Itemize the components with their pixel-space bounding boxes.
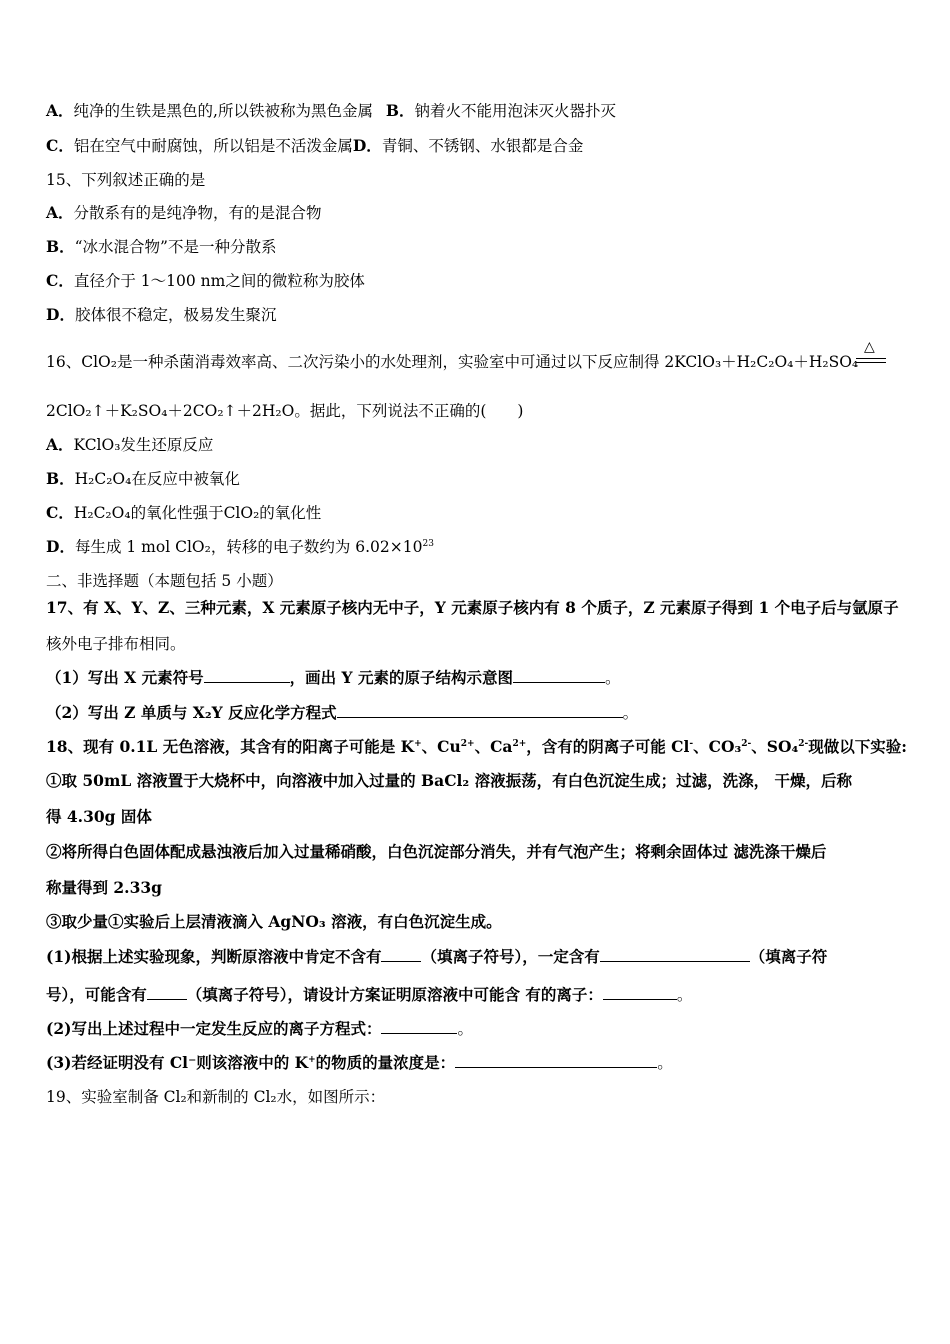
q16-c-text: H₂C₂O₄的氧化性强于ClO₂的氧化性 bbox=[73, 504, 322, 522]
q14-options-cd bbox=[46, 136, 583, 156]
q14-a-text: 纯净的生铁是黑色的,所以铁被称为黑色金属 bbox=[73, 102, 373, 120]
answer-blank-present-ions[interactable] bbox=[600, 947, 750, 962]
q16-b-label: B． bbox=[46, 469, 75, 488]
q16-stem: 16、ClO₂是一种杀菌消毒效率高、二次污染小的水处理剂，实验室中可通过以下反应制得 2KClO₃＋H₂C₂O₄＋H₂SO₄ bbox=[46, 353, 859, 371]
q16-a-label: A． bbox=[46, 435, 74, 454]
q14-a-label: A． bbox=[46, 101, 74, 120]
q18-so4-charge: 2- bbox=[798, 738, 809, 749]
q16-option-c bbox=[46, 503, 321, 523]
q18-p3-text-c: 。 bbox=[657, 1054, 673, 1072]
q15-option-d bbox=[46, 305, 276, 325]
q18-step1-cont: 得 4.30g 固体 bbox=[46, 807, 152, 826]
q18-ca-charge: 2+ bbox=[512, 738, 527, 749]
q17-p2-text-b: 。 bbox=[622, 704, 639, 722]
q16-d-exponent: 23 bbox=[422, 538, 434, 549]
q16-c-label: C． bbox=[46, 503, 74, 522]
q18-so4: 、SO₄ bbox=[751, 737, 799, 756]
q18-part1-cont bbox=[46, 985, 692, 1005]
q18-stem-a: 18、现有 0.1L 无色溶液，其含有的阳离子可能是 K bbox=[46, 737, 415, 756]
q16-option-a bbox=[46, 435, 213, 455]
q18-cu: 、Cu bbox=[421, 737, 461, 756]
answer-blank-possible-ions[interactable] bbox=[147, 985, 187, 1000]
heat-triangle-icon: △ bbox=[864, 339, 875, 355]
q15-option-c bbox=[46, 271, 365, 291]
q18-co3: 、CO₃ bbox=[693, 737, 742, 756]
q17-part1 bbox=[46, 668, 620, 688]
q18-p1-text-d: 号），可能含有 bbox=[46, 985, 147, 1004]
q18-p1-text-f: 。 bbox=[676, 986, 693, 1004]
q18-stem bbox=[46, 737, 907, 757]
q15-b-text: “冰水混合物”不是一种分散系 bbox=[74, 238, 277, 256]
q17-stem-cont: 核外电子排布相同。 bbox=[46, 635, 186, 653]
q15-d-text: 胶体很不稳定，极易发生聚沉 bbox=[74, 306, 277, 324]
q18-p3-k-charge: + bbox=[308, 1054, 316, 1065]
q18-k-charge: + bbox=[414, 738, 422, 749]
q14-b-label: B． bbox=[385, 101, 415, 120]
q18-ca: 、Ca bbox=[474, 737, 513, 756]
q18-p1-text-c: （填离子符 bbox=[749, 947, 828, 966]
q18-p1-text-e: （填离子符号），请设计方案证明原溶液中可能含 有的离子： bbox=[186, 985, 603, 1004]
q18-stem-c: 现做以下实验: bbox=[808, 737, 908, 756]
q16-b-text: H₂C₂O₄在反应中被氧化 bbox=[74, 470, 240, 488]
q14-d-text: 青铜、不锈钢、水银都是合金 bbox=[381, 137, 584, 155]
q16-stem-cont: 2ClO₂↑＋K₂SO₄＋2CO₂↑＋2H₂O。据此，下列说法不正确的( ) bbox=[46, 402, 524, 420]
q18-part1 bbox=[46, 947, 827, 967]
q18-step2-cont: 称量得到 2.33g bbox=[46, 878, 162, 897]
equals-line-bottom bbox=[856, 362, 886, 363]
q15-stem: 15、下列叙述正确的是 bbox=[46, 171, 206, 189]
q16-option-d bbox=[46, 537, 434, 557]
q18-step2: ②将所得白色固体配成悬浊液后加入过量稀硝酸，白色沉淀部分消失，并有气泡产生；将剩余固体过 滤洗涤干燥后 bbox=[46, 842, 827, 861]
answer-blank-concentration[interactable] bbox=[455, 1053, 657, 1068]
reaction-condition-heat bbox=[856, 340, 886, 370]
q18-stem-b: ，含有的阴离子可能 Cl bbox=[526, 737, 690, 756]
answer-blank-x-symbol[interactable] bbox=[204, 668, 290, 683]
q18-part2 bbox=[46, 1019, 473, 1039]
q14-c-label: C． bbox=[46, 136, 74, 155]
q17-p1-text-b: ，画出 Y 元素的原子结构示意图 bbox=[289, 668, 513, 687]
answer-blank-y-diagram[interactable] bbox=[513, 668, 605, 683]
section-heading: 二、非选择题（本题包括 5 小题） bbox=[46, 572, 283, 590]
q14-c-text: 铝在空气中耐腐蚀，所以铝是不活泼金属 bbox=[73, 137, 353, 155]
q14-b-text: 钠着火不能用泡沫灭火器扑灭 bbox=[414, 102, 617, 120]
q18-p1-text-b: （填离子符号），一定含有 bbox=[421, 947, 600, 966]
answer-blank-proof-method[interactable] bbox=[603, 985, 677, 1000]
q18-p2-text-a: (2)写出上述过程中一定发生反应的离子方程式： bbox=[46, 1019, 382, 1038]
q18-cu-charge: 2+ bbox=[460, 738, 475, 749]
q17-part2 bbox=[46, 703, 638, 723]
q18-step3: ③取少量①实验后上层清液滴入 AgNO₃ 溶液，有白色沉淀生成。 bbox=[46, 912, 502, 931]
q18-step1: ①取 50mL 溶液置于大烧杯中，向溶液中加入过量的 BaCl₂ 溶液振荡，有白色沉淀生成；过滤，洗涤， 干燥，后称 bbox=[46, 771, 853, 790]
q15-c-text: 直径介于 1～100 nm之间的微粒称为胶体 bbox=[73, 272, 365, 290]
q14-options-ab bbox=[46, 101, 616, 121]
equals-line-top bbox=[856, 358, 886, 359]
q15-d-label: D． bbox=[46, 305, 75, 324]
q16-a-text: KClO₃发生还原反应 bbox=[73, 436, 214, 454]
q18-co3-charge: 2- bbox=[741, 738, 752, 749]
q18-p3-text-a: (3)若经证明没有 Cl⁻则该溶液中的 K bbox=[46, 1053, 309, 1072]
q15-option-a bbox=[46, 203, 322, 223]
q17-p2-text-a: （2）写出 Z 单质与 X₂Y 反应化学方程式 bbox=[46, 703, 337, 722]
answer-blank-ionic-equation[interactable] bbox=[381, 1019, 457, 1034]
q15-b-label: B． bbox=[46, 237, 75, 256]
answer-blank-equation[interactable] bbox=[337, 703, 623, 718]
q14-d-label: D． bbox=[352, 136, 382, 155]
q18-p1-text-a: (1)根据上述实验现象，判断原溶液中肯定不含有 bbox=[46, 947, 382, 966]
q18-part3 bbox=[46, 1053, 673, 1073]
q16-d-label: D． bbox=[46, 537, 75, 556]
q17-p1-text-a: （1）写出 X 元素符号 bbox=[46, 668, 204, 687]
q17-p1-text-c: 。 bbox=[604, 669, 621, 687]
q15-a-label: A． bbox=[46, 203, 74, 222]
q17-stem: 17、有 X、Y、Z、三种元素，X 元素原子核内无中子，Y 元素原子核内有 8 个质子，Z 元素原子得到 1 个电子后与氩原子 bbox=[46, 598, 899, 617]
answer-blank-absent-ions[interactable] bbox=[381, 947, 421, 962]
q16-option-b bbox=[46, 469, 240, 489]
q15-a-text: 分散系有的是纯净物，有的是混合物 bbox=[73, 204, 322, 222]
q18-p2-text-b: 。 bbox=[457, 1020, 473, 1038]
q19-stem: 19、实验室制备 Cl₂和新制的 Cl₂水，如图所示： bbox=[46, 1088, 386, 1106]
q15-c-label: C． bbox=[46, 271, 74, 290]
q18-cl-charge: - bbox=[689, 738, 694, 749]
q15-option-b bbox=[46, 237, 276, 257]
q16-d-text: 每生成 1 mol ClO₂，转移的电子数约为 6.02×10 bbox=[74, 538, 423, 556]
q18-p3-text-b: 的物质的量浓度是： bbox=[315, 1053, 456, 1072]
